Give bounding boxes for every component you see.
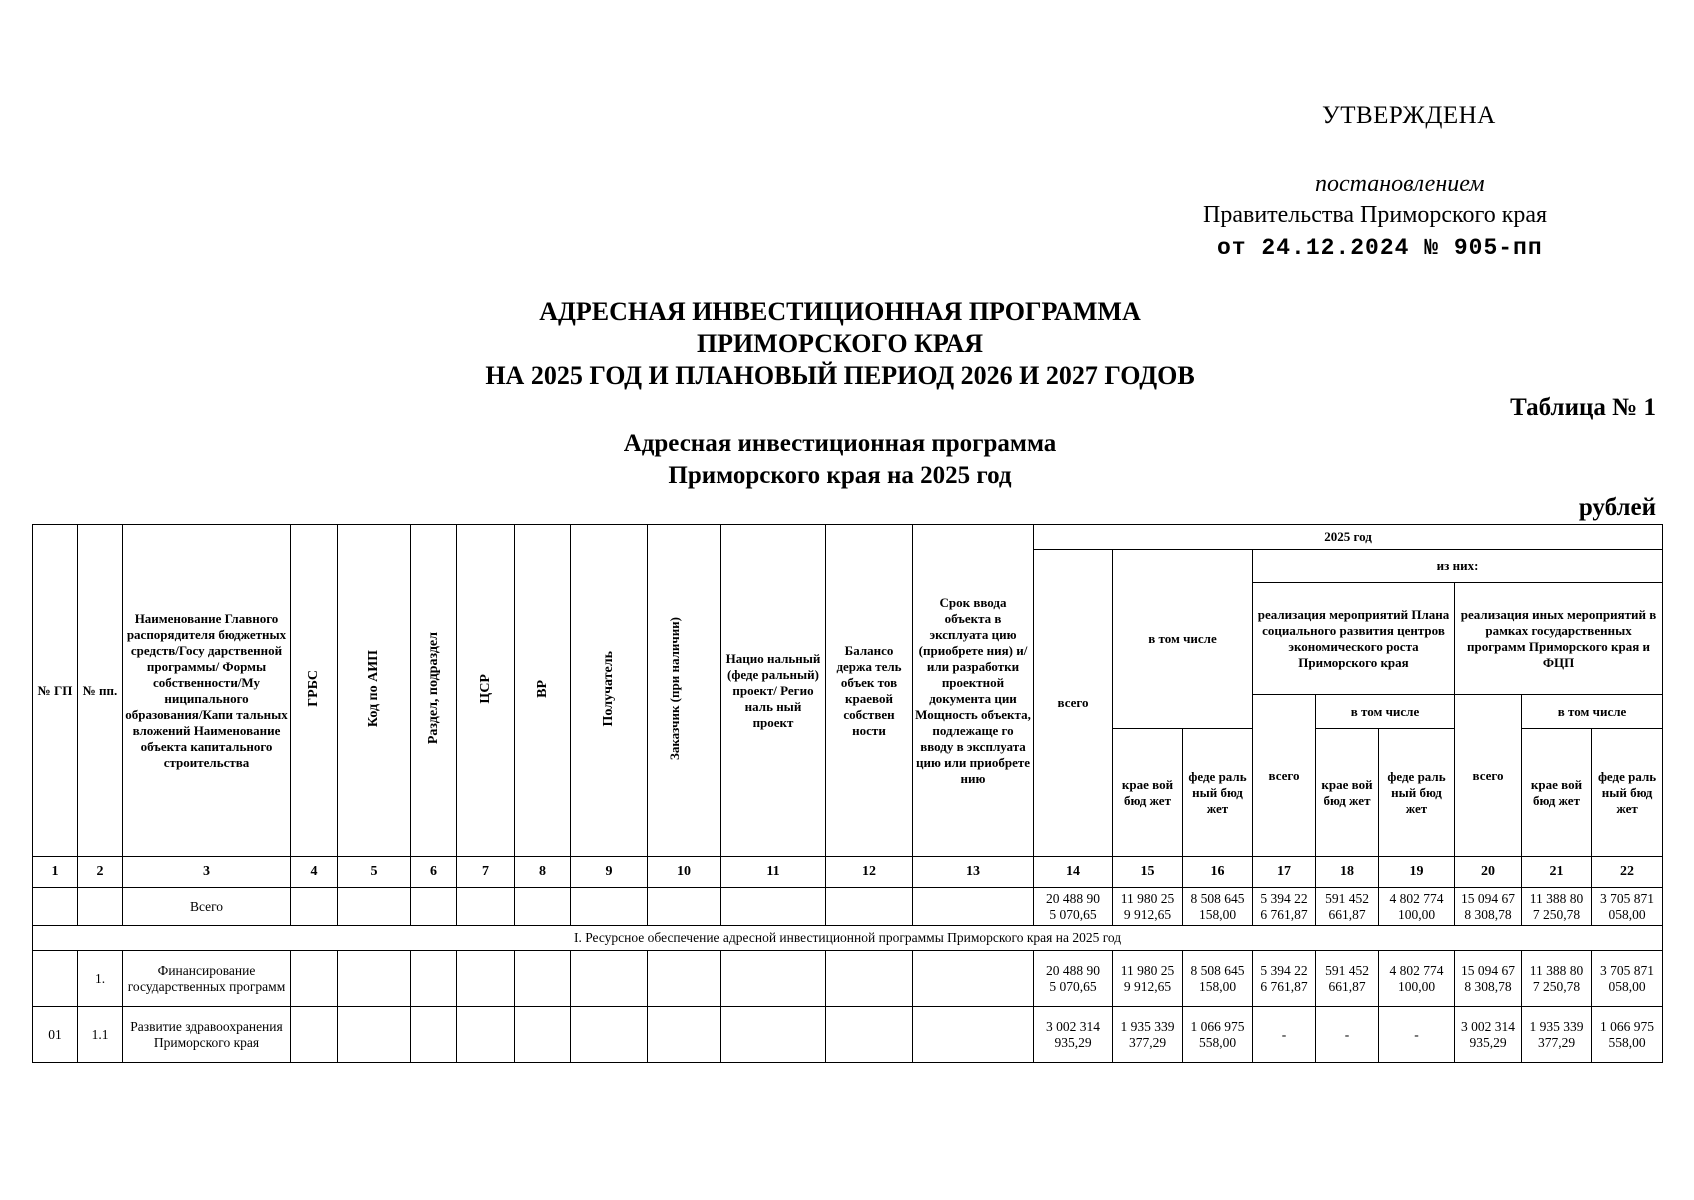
- cell-v14: 20 488 90 5 070,65: [1034, 951, 1113, 1007]
- table-row-total: [33, 888, 1663, 926]
- table-title-line-2: Приморского края на 2025 год: [668, 462, 1012, 489]
- table-number: Таблица № 1: [1510, 394, 1656, 421]
- decree-date: от 24.12.2024 № 905-пп: [1217, 235, 1543, 261]
- cell-pp: 1.1: [78, 1007, 123, 1063]
- header-other-including: в том числе: [1522, 695, 1663, 729]
- table-row: [33, 1007, 1663, 1063]
- cell-v20: 15 094 67 8 308,78: [1455, 951, 1522, 1007]
- cell-pp: 1.: [78, 951, 123, 1007]
- col-num: 9: [571, 857, 648, 888]
- header-other-total: всего: [1455, 695, 1522, 857]
- cell-v22: 1 066 975 558,00: [1592, 1007, 1663, 1063]
- header-regional-21: крае вой бюд жет: [1522, 729, 1592, 857]
- header-commission-date: Срок ввода объекта в эксплуата цию (приобрете ния) и/или разработки проектной документа ции Мощность объекта, подлежаще го вводу в эксплуата цию или приобрете нию: [913, 525, 1034, 857]
- section-title: I. Ресурсное обеспечение адресной инвестиционной программы Приморского края на 2025 год: [33, 926, 1663, 951]
- col-num: 21: [1522, 857, 1592, 888]
- currency-unit: рублей: [1578, 494, 1656, 521]
- col-num: 20: [1455, 857, 1522, 888]
- col-num: 18: [1316, 857, 1379, 888]
- col-num: 11: [721, 857, 826, 888]
- cell-v18: -: [1316, 1007, 1379, 1063]
- header-including: в том числе: [1113, 550, 1253, 729]
- col-num: 3: [123, 857, 291, 888]
- cell-gp: [33, 951, 78, 1007]
- header-national-project: Нацио нальный (феде ральный) проект/ Регио наль ный проект: [721, 525, 826, 857]
- cell-v17: -: [1253, 1007, 1316, 1063]
- col-num: 2: [78, 857, 123, 888]
- col-num: 19: [1379, 857, 1455, 888]
- cell-v20: 3 002 314 935,29: [1455, 1007, 1522, 1063]
- cell-name: Всего: [123, 888, 291, 926]
- table-title-line-1: Адресная инвестиционная программа: [623, 430, 1057, 457]
- col-num: 22: [1592, 857, 1663, 888]
- investment-table-grid: [32, 524, 1663, 1063]
- cell-v16: 8 508 645 158,00: [1183, 888, 1253, 926]
- cell-v15: 11 980 25 9 912,65: [1113, 888, 1183, 926]
- government-label: Правительства Приморского края: [1203, 202, 1548, 228]
- cell-v21: 11 388 80 7 250,78: [1522, 951, 1592, 1007]
- col-num: 6: [411, 857, 457, 888]
- cell-v17: 5 394 22 6 761,87: [1253, 951, 1316, 1007]
- title-line-2: ПРИМОРСКОГО КРАЯ: [696, 329, 984, 358]
- cell-v20: 15 094 67 8 308,78: [1455, 888, 1522, 926]
- col-num: 12: [826, 857, 913, 888]
- cell-v19: -: [1379, 1007, 1455, 1063]
- header-balance-holder: Балансо держа тель объек тов краевой собствен ности: [826, 525, 913, 857]
- col-num: 16: [1183, 857, 1253, 888]
- decree-label: постановлением: [1315, 171, 1485, 197]
- header-pp: № пп.: [78, 525, 123, 857]
- cell-v18: 591 452 661,87: [1316, 888, 1379, 926]
- document-title: [300, 296, 1380, 392]
- header-federal-19: феде раль ный бюд жет: [1379, 729, 1455, 857]
- cell-v15: 11 980 25 9 912,65: [1113, 951, 1183, 1007]
- col-num: 1: [33, 857, 78, 888]
- col-num: 4: [291, 857, 338, 888]
- header-year: 2025 год: [1034, 525, 1663, 550]
- header-aip-code: Код по АИП: [338, 525, 411, 857]
- cell-v17: 5 394 22 6 761,87: [1253, 888, 1316, 926]
- col-num: 15: [1113, 857, 1183, 888]
- header-name: Наименование Главного распорядителя бюджетных средств/Госу дарственной программы/ Формы собственности/Му ниципального образования/Капи тальных вложений Наименование объекта капитального строительства: [123, 525, 291, 857]
- cell-v14: 3 002 314 935,29: [1034, 1007, 1113, 1063]
- table-title: [480, 428, 1200, 492]
- header-other-programs: реализация иных мероприятий в рамках государственных программ Приморского края и ФЦП: [1455, 583, 1663, 695]
- col-num: 14: [1034, 857, 1113, 888]
- cell-v21: 1 935 339 377,29: [1522, 1007, 1592, 1063]
- header-regional-15: крае вой бюд жет: [1113, 729, 1183, 857]
- col-num: 5: [338, 857, 411, 888]
- cell-name: Финансирование государственных программ: [123, 951, 291, 1007]
- header-plan-social: реализация мероприятий Плана социального развития центров экономического роста Приморского края: [1253, 583, 1455, 695]
- header-federal-22: феде раль ный бюд жет: [1592, 729, 1663, 857]
- cell-v16: 1 066 975 558,00: [1183, 1007, 1253, 1063]
- section-row: [33, 926, 1663, 951]
- header-grbs: ГРБС: [291, 525, 338, 857]
- header-of-them: из них:: [1253, 550, 1663, 583]
- cell-v22: 3 705 871 058,00: [1592, 951, 1663, 1007]
- cell-v15: 1 935 339 377,29: [1113, 1007, 1183, 1063]
- cell-pp: [78, 888, 123, 926]
- header-recipient: Получатель: [571, 525, 648, 857]
- col-num: 17: [1253, 857, 1316, 888]
- approved-stamp: УТВЕРЖДЕНА: [1322, 102, 1496, 129]
- col-num: 8: [515, 857, 571, 888]
- cell-v19: 4 802 774 100,00: [1379, 951, 1455, 1007]
- header-vr: ВР: [515, 525, 571, 857]
- cell-v16: 8 508 645 158,00: [1183, 951, 1253, 1007]
- header-customer: Заказчик (при наличии): [648, 525, 721, 857]
- cell-v18: 591 452 661,87: [1316, 951, 1379, 1007]
- header-federal-16: феде раль ный бюд жет: [1183, 729, 1253, 857]
- header-section: Раздел, подраздел: [411, 525, 457, 857]
- cell-v22: 3 705 871 058,00: [1592, 888, 1663, 926]
- cell-name: Развитие здравоохранения Приморского края: [123, 1007, 291, 1063]
- title-line-3: НА 2025 ГОД И ПЛАНОВЫЙ ПЕРИОД 2026 И 2027 ГОДОВ: [485, 361, 1195, 390]
- header-total: всего: [1034, 550, 1113, 857]
- col-num: 10: [648, 857, 721, 888]
- header-csr: ЦСР: [457, 525, 515, 857]
- header-gp: № ГП: [33, 525, 78, 857]
- cell-v19: 4 802 774 100,00: [1379, 888, 1455, 926]
- title-line-1: АДРЕСНАЯ ИНВЕСТИЦИОННАЯ ПРОГРАММА: [539, 297, 1141, 326]
- header-plan-total: всего: [1253, 695, 1316, 857]
- cell-gp: 01: [33, 1007, 78, 1063]
- table-row: [33, 951, 1663, 1007]
- header-regional-18: крае вой бюд жет: [1316, 729, 1379, 857]
- cell-v14: 20 488 90 5 070,65: [1034, 888, 1113, 926]
- cell-v21: 11 388 80 7 250,78: [1522, 888, 1592, 926]
- col-num: 13: [913, 857, 1034, 888]
- cell-gp: [33, 888, 78, 926]
- header-plan-including: в том числе: [1316, 695, 1455, 729]
- col-num: 7: [457, 857, 515, 888]
- column-number-row: [33, 857, 1663, 888]
